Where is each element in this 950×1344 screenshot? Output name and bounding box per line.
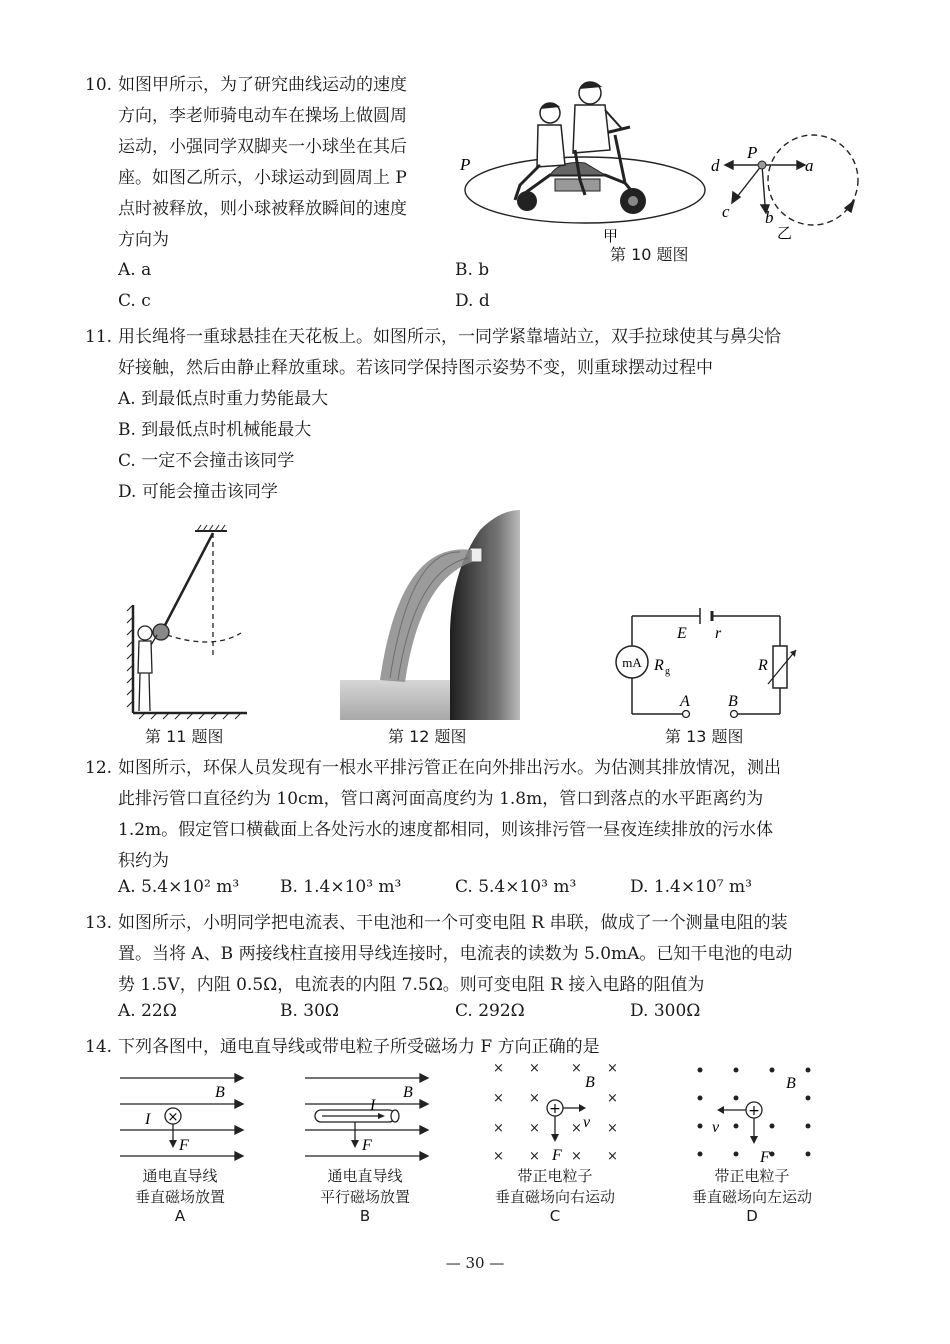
- text-line: 好接触，然后由静止释放重球。若该同学保持图示姿势不变，则重球摆动过程中: [118, 358, 713, 378]
- svg-text:×: ×: [529, 1149, 540, 1164]
- label-r: r: [715, 625, 722, 642]
- text-line: 下列各图中，通电直导线或带电粒子所受磁场力 F 方向正确的是: [118, 1037, 600, 1057]
- figure-12: [340, 510, 520, 720]
- label-b: B: [728, 693, 738, 710]
- option-c: C. c: [118, 291, 151, 311]
- swing-arc: [167, 633, 241, 642]
- option-d: D. d: [455, 291, 490, 311]
- dashed-circle: [768, 135, 858, 225]
- variable-resistor: [773, 646, 787, 688]
- text-line: 方向，李老师骑电动车在操场上做圆周: [118, 106, 407, 126]
- figure-11-caption: 第 11 题图: [145, 727, 224, 746]
- figure-14d-label: [672, 1165, 832, 1225]
- option-letter: A: [174, 1207, 186, 1225]
- option-b: B. b: [455, 260, 490, 280]
- figure-13: [610, 608, 810, 720]
- figure-14c: [485, 1062, 625, 1162]
- plus-symbol: +: [748, 1103, 760, 1119]
- option-d: D. 300Ω: [630, 1001, 701, 1021]
- label-r-variable: R: [758, 657, 768, 674]
- label-rg: R: [654, 657, 664, 674]
- question-text: [118, 322, 781, 384]
- arrow-c: [737, 165, 762, 197]
- option-a: A. 5.4×10² m³: [118, 877, 240, 897]
- label-v: v: [712, 1119, 720, 1136]
- figure-14d: [690, 1062, 830, 1166]
- option-b: B. 30Ω: [280, 1001, 340, 1021]
- figure-jia-label: 甲: [603, 227, 619, 245]
- svg-text:×: ×: [529, 1121, 540, 1136]
- svg-text:×: ×: [493, 1091, 504, 1106]
- text-line: 用长绳将一重球悬挂在天花板上。如图所示，一同学紧靠墙站立，双手拉球使其与鼻尖恰: [118, 327, 781, 347]
- text-line: 如图所示，小明同学把电流表、干电池和一个可变电阻 R 串联，做成了一个测量电阻的装: [118, 913, 788, 933]
- svg-text:×: ×: [529, 1061, 540, 1076]
- option-letter: C: [549, 1207, 561, 1225]
- option-d: D. 1.4×10⁷ m³: [630, 877, 752, 897]
- figure-10-jia: [455, 75, 725, 245]
- text-line: 方向为: [118, 230, 169, 250]
- label-line: 平行磁场放置: [319, 1188, 410, 1206]
- question-14: [85, 1032, 885, 1063]
- svg-text:×: ×: [571, 1061, 582, 1076]
- figure-14a-label: [100, 1165, 260, 1225]
- text-line: 座。如图乙所示，小球运动到圆周上 P: [118, 168, 407, 188]
- figure-13-caption: 第 13 题图: [665, 727, 744, 746]
- label-line: 垂直磁场向左运动: [691, 1188, 812, 1206]
- svg-text:×: ×: [607, 1091, 618, 1106]
- label-v: v: [583, 1114, 591, 1131]
- arrow-b: [762, 165, 765, 205]
- label-b: B: [403, 1084, 413, 1101]
- label-i: I: [370, 1097, 376, 1114]
- figure-10-yi: [705, 135, 870, 245]
- terminal-a: [683, 711, 690, 718]
- text-line: 运动，小强同学双脚夹一小球坐在其后: [118, 137, 407, 157]
- question-text: [118, 1032, 600, 1063]
- option-c: C. 5.4×10³ m³: [455, 877, 577, 897]
- label-line: 带正电粒子: [517, 1167, 593, 1185]
- label-c: c: [722, 202, 730, 221]
- text-line: 此排污管口直径约为 10cm，管口离河面高度约为 1.8m，管口到落点的水平距离约为: [118, 789, 764, 809]
- text-line: 如图所示，环保人员发现有一根水平排污管正在向外排出污水。为估测其排放情况，测出: [118, 758, 781, 778]
- label-b: B: [585, 1074, 595, 1091]
- question-text: [118, 753, 781, 877]
- svg-text:×: ×: [607, 1061, 618, 1076]
- option-a: A. a: [118, 260, 152, 280]
- question-number: 12.: [85, 758, 113, 778]
- svg-text:×: ×: [529, 1091, 540, 1106]
- option-b: B. 到最低点时机械能最大: [118, 420, 312, 440]
- label-p: P: [747, 143, 758, 162]
- option-b: B. 1.4×10³ m³: [280, 877, 402, 897]
- label-rg-subscript: g: [665, 666, 670, 677]
- question-number: 11.: [85, 327, 113, 347]
- terminal-b: [731, 711, 738, 718]
- question-text: [118, 908, 792, 1001]
- label-line: 垂直磁场放置: [134, 1188, 225, 1206]
- figure-14c-label: [475, 1165, 635, 1225]
- question-number: 10.: [85, 75, 113, 95]
- label-p: P: [460, 155, 471, 174]
- text-line: 置。当将 A、B 两接线柱直接用导线连接时，电流表的读数为 5.0mA。已知干电池的电动: [118, 944, 793, 964]
- label-line: 通电直导线: [142, 1167, 218, 1185]
- svg-text:×: ×: [607, 1149, 618, 1164]
- label-b: B: [215, 1084, 225, 1101]
- question-13: [85, 908, 885, 1001]
- figure-14b-label: [285, 1165, 445, 1225]
- figure-11: [125, 525, 255, 720]
- option-a: A. 到最低点时重力势能最大: [118, 389, 329, 409]
- label-b: B: [786, 1075, 796, 1092]
- label-f: F: [179, 1137, 189, 1154]
- text-line: 如图甲所示，为了研究曲线运动的速度: [118, 75, 407, 95]
- question-number: 14.: [85, 1037, 113, 1057]
- plus-symbol: +: [549, 1101, 561, 1117]
- label-a: a: [805, 156, 814, 175]
- figure-yi-label: 乙: [777, 224, 793, 242]
- question-10: [85, 70, 465, 260]
- rope: [163, 533, 213, 629]
- river-bank: [450, 510, 520, 720]
- question-text: [118, 70, 407, 256]
- question-11: [85, 322, 885, 384]
- label-b: b: [765, 208, 774, 227]
- point-p: [758, 161, 766, 169]
- figure-10-caption: 第 10 题图: [610, 245, 689, 264]
- meter-label: mA: [622, 655, 642, 670]
- label-line: 垂直磁场向右运动: [494, 1188, 615, 1206]
- figure-14a: [115, 1070, 245, 1160]
- text-line: 势 1.5V，内阻 0.5Ω，电流表的内阻 7.5Ω。则可变电阻 R 接入电路的阻值为: [118, 975, 705, 995]
- label-f: F: [760, 1149, 770, 1166]
- svg-text:×: ×: [571, 1149, 582, 1164]
- label-f: F: [552, 1147, 562, 1164]
- label-e: E: [677, 625, 687, 642]
- option-letter: B: [359, 1207, 371, 1225]
- text-line: 积约为: [118, 851, 169, 871]
- figure-14b: [300, 1070, 430, 1160]
- svg-text:×: ×: [493, 1121, 504, 1136]
- text-line: 1.2m。假定管口横截面上各处污水的速度都相同，则该排污管一昼夜连续排放的污水体: [118, 820, 774, 840]
- question-number: 13.: [85, 913, 113, 933]
- label-f: F: [362, 1137, 372, 1154]
- option-d: D. 可能会撞击该同学: [118, 482, 278, 502]
- svg-text:×: ×: [571, 1121, 582, 1136]
- option-a: A. 22Ω: [118, 1001, 177, 1021]
- svg-text:×: ×: [607, 1121, 618, 1136]
- label-i: I: [145, 1111, 151, 1128]
- option-c: C. 292Ω: [455, 1001, 525, 1021]
- page-number: — 30 —: [445, 1254, 505, 1272]
- option-c: C. 一定不会撞击该同学: [118, 451, 295, 471]
- label-d: d: [711, 156, 720, 175]
- cross-symbol: ×: [167, 1110, 179, 1125]
- text-line: 点时被释放，则小球被释放瞬间的速度: [118, 199, 407, 219]
- option-letter: D: [746, 1207, 758, 1225]
- label-a: A: [680, 693, 690, 710]
- svg-text:×: ×: [493, 1061, 504, 1076]
- student-figure: [138, 626, 157, 711]
- question-12: [85, 753, 885, 877]
- svg-text:×: ×: [493, 1149, 504, 1164]
- label-line: 通电直导线: [327, 1167, 403, 1185]
- figure-12-caption: 第 12 题图: [388, 727, 467, 746]
- label-line: 带正电粒子: [714, 1167, 790, 1185]
